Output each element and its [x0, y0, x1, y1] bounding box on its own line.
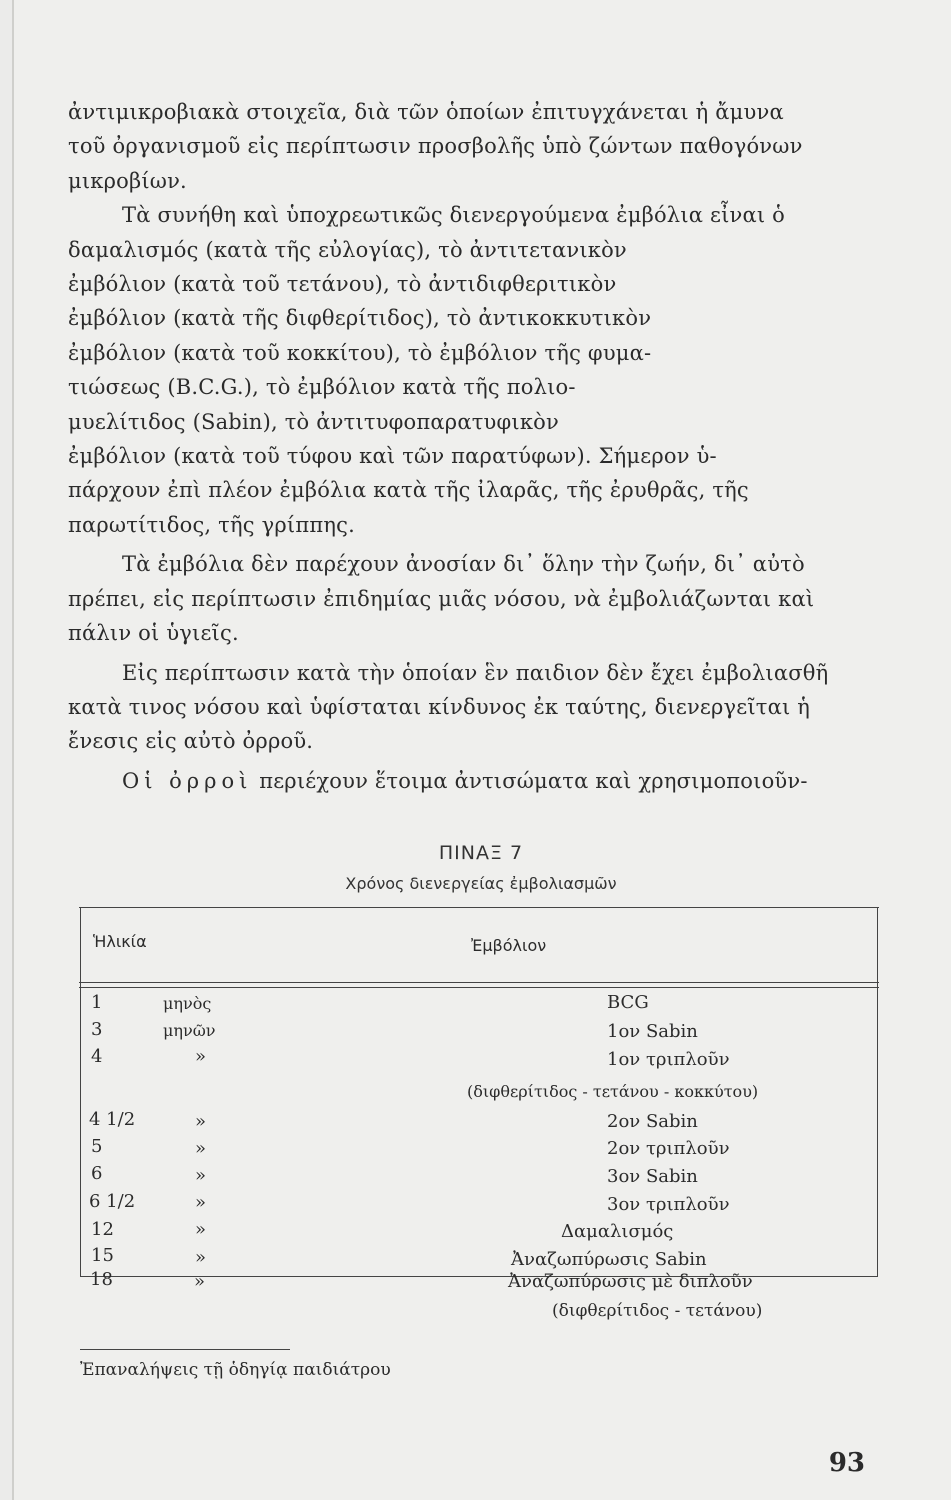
paragraph-5	[68, 764, 894, 798]
text-line: ἀντιμικροβιακὰ στοιχεῖα, διὰ τῶν ὁποίων ἐπιτυγχάνεται ἡ ἄμυνα	[68, 100, 784, 124]
table-footnote: Ἐπαναλήψεις τῇ ὁδηγίᾳ παιδιάτρου	[80, 1360, 391, 1380]
table-label: ΠΙΝΑΞ 7	[438, 842, 524, 864]
age-value: 4 1/2	[89, 1109, 136, 1130]
vaccine-value: 3ον Sabin	[607, 1166, 698, 1187]
text-line: ἐμβόλιον (κατὰ τοῦ τύφου καὶ τῶν παρατύφων). Σήμερον ὑ-	[68, 444, 717, 469]
age-unit: »	[195, 1247, 207, 1268]
footnote-rule	[80, 1349, 290, 1350]
text-line: ἐμβόλιον (κατὰ τῆς διφθερίτιδος), τὸ ἀντικοκκυτικὸν	[68, 306, 652, 331]
table-top-rule	[79, 907, 879, 908]
text-line: τιώσεως (B.C.G.), τὸ ἐμβόλιον κατὰ τῆς πολιο-	[68, 375, 576, 400]
spaced-term: Οἱ ὀρροὶ	[122, 768, 253, 793]
age-unit: »	[195, 1138, 207, 1159]
age-value: 6	[91, 1163, 103, 1184]
age-value: 5	[91, 1136, 103, 1157]
vaccine-value: BCG	[607, 992, 649, 1013]
age-unit: »	[195, 1165, 207, 1186]
age-unit: »	[195, 1219, 207, 1240]
age-value: 1	[91, 992, 103, 1013]
text-line: ἐμβόλιον (κατὰ τοῦ τετάνου), τὸ ἀντιδιφθεριτικὸν	[68, 272, 617, 297]
text-line: τοῦ ὀργανισμοῦ εἰς περίπτωσιν προσβολῆς ὑπὸ ζώντων παθογόνων	[68, 134, 803, 159]
body-text	[68, 95, 894, 798]
text-line: ἔνεσις εἰς αὐτὸ ὀρροῦ.	[68, 729, 314, 754]
text-line: κατὰ τινος νόσου καὶ ὑφίσταται κίνδυνος ἐκ ταύτης, διενεργεῖται ἡ	[68, 694, 811, 719]
text-line: ἐμβόλιον (κατὰ τοῦ κοκκίτου), τὸ ἐμβόλιον τῆς φυμα-	[68, 340, 652, 365]
vaccine-value: 3ον τριπλοῦν	[607, 1194, 730, 1215]
page-number: 93	[828, 1448, 865, 1478]
text-line: πρέπει, εἰς περίπτωσιν ἐπιδημίας μιᾶς νόσου, νὰ ἐμβολιάζωνται καὶ	[68, 586, 815, 611]
table-header-rule	[79, 987, 879, 988]
paragraph-4	[68, 656, 894, 759]
vaccine-value: 1ον Sabin	[607, 1021, 698, 1042]
age-value: 4	[91, 1046, 103, 1067]
table-title: Χρόνος διενεργείας ἐμβολιασμῶν	[345, 874, 617, 893]
text-line: παρωτίτιδος, τῆς γρίππης.	[68, 512, 355, 537]
vaccine-value: Δαμαλισμός	[561, 1221, 674, 1242]
vaccine-note: (διφθερίτιδος - τετάνου)	[552, 1301, 763, 1321]
vaccine-note: (διφθερίτιδος - τετάνου - κοκκύτου)	[467, 1082, 759, 1101]
age-value: 15	[91, 1245, 114, 1266]
vaccine-value: 2ον Sabin	[607, 1111, 698, 1132]
text-line: Τὰ συνήθη καὶ ὑποχρεωτικῶς διενεργούμενα ἐμβόλια εἶναι ὁ	[122, 203, 786, 228]
book-page	[12, 0, 951, 1500]
vaccine-value: 2ον τριπλοῦν	[607, 1138, 730, 1159]
text-line: περιέχουν ἕτοιμα ἀντισώματα καὶ χρησιμοποιοῦν-	[252, 768, 808, 793]
vaccination-table	[80, 907, 878, 1277]
text-line: μικροβίων.	[68, 168, 187, 193]
text-line: Τὰ ἐμβόλια δὲν παρέχουν ἀνοσίαν δι᾽ ὅλην τὴν ζωήν, δι᾽ αὐτὸ	[122, 552, 805, 577]
text-line: πάλιν οἱ ὑγιεῖς.	[68, 621, 239, 646]
text-line: δαμαλισμός (κατὰ τῆς εὐλογίας), τὸ ἀντιτετανικὸν	[68, 237, 627, 262]
age-unit: »	[195, 1046, 207, 1067]
age-unit: μηνῶν	[163, 1021, 216, 1040]
paragraph-2	[68, 198, 894, 542]
age-value: 12	[91, 1219, 114, 1240]
text-line: Εἰς περίπτωσιν κατὰ τὴν ὁποίαν ἓν παιδιον δὲν ἔχει ἐμβολιασθῆ	[122, 660, 829, 685]
paragraph-3	[68, 547, 894, 650]
text-line: πάρχουν ἐπὶ πλέον ἐμβόλια κατὰ τῆς ἰλαρᾶς, τῆς ἐρυθρᾶς, τῆς	[68, 478, 749, 503]
paragraph-1	[68, 95, 894, 198]
text-line: μυελίτιδος (Sabin), τὸ ἀντιτυφοπαρατυφικὸν	[68, 409, 559, 434]
age-value: 6 1/2	[89, 1191, 136, 1212]
vaccine-value: Ἀναζωπύρωσις μὲ διπλοῦν	[508, 1271, 753, 1292]
column-header-age: Ἡλικία	[93, 932, 147, 951]
age-value: 18	[90, 1269, 113, 1290]
age-unit: »	[195, 1192, 207, 1213]
age-unit: μηνὸς	[163, 994, 212, 1013]
vaccine-value: Ἀναζωπύρωσις Sabin	[511, 1249, 707, 1270]
table-header-rule	[79, 982, 879, 983]
age-value: 3	[91, 1019, 103, 1040]
age-unit: »	[194, 1271, 206, 1292]
age-unit: »	[195, 1111, 207, 1132]
column-header-vaccine: Ἐμβόλιον	[471, 936, 547, 955]
vaccine-value: 1ον τριπλοῦν	[607, 1049, 730, 1070]
